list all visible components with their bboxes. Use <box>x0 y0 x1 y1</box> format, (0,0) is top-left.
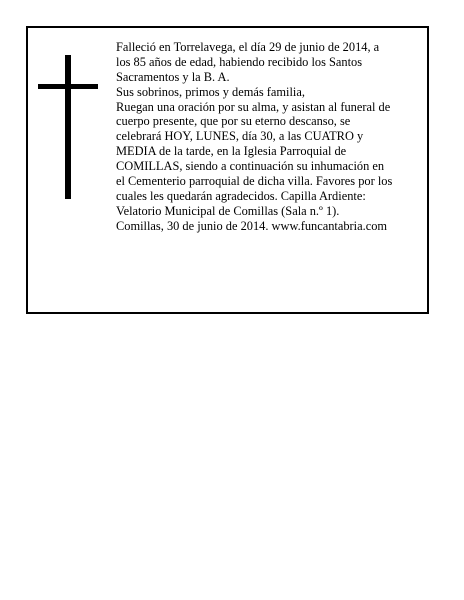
notice-line: los 85 años de edad, habiendo recibido los Santos <box>116 54 363 69</box>
notice-line: el Cementerio parroquial de dicha villa. Favores por los <box>116 174 393 189</box>
notice-text <box>116 40 422 234</box>
notice-line: Comillas, 30 de junio de 2014. www.funcantabria.com <box>116 218 388 233</box>
notice-line: MEDIA de la tarde, en la Iglesia Parroquial de <box>116 144 347 159</box>
notice-line: Falleció en Torrelavega, el día 29 de junio de 2014, a <box>116 40 380 54</box>
notice-line: Ruegan una oración por su alma, y asistan al funeral de <box>116 99 391 114</box>
notice-line: celebrará HOY, LUNES, día 30, a las CUATRO y <box>116 129 364 144</box>
notice-line: Velatorio Municipal de Comillas (Sala n.º 1). <box>116 203 340 218</box>
cross-vertical-bar <box>65 55 71 199</box>
cross-horizontal-bar <box>38 84 98 89</box>
notice-line: cuales les quedarán agradecidos. Capilla Ardiente: <box>116 188 366 203</box>
notice-line: Sus sobrinos, primos y demás familia, <box>116 84 305 99</box>
notice-line: COMILLAS, siendo a continuación su inhumación en <box>116 159 385 174</box>
cross-icon <box>38 55 98 199</box>
death-notice <box>26 26 429 314</box>
notice-line: Sacramentos y la B. A. <box>116 69 230 84</box>
notice-line: cuerpo presente, que por su eterno descanso, se <box>116 114 351 129</box>
